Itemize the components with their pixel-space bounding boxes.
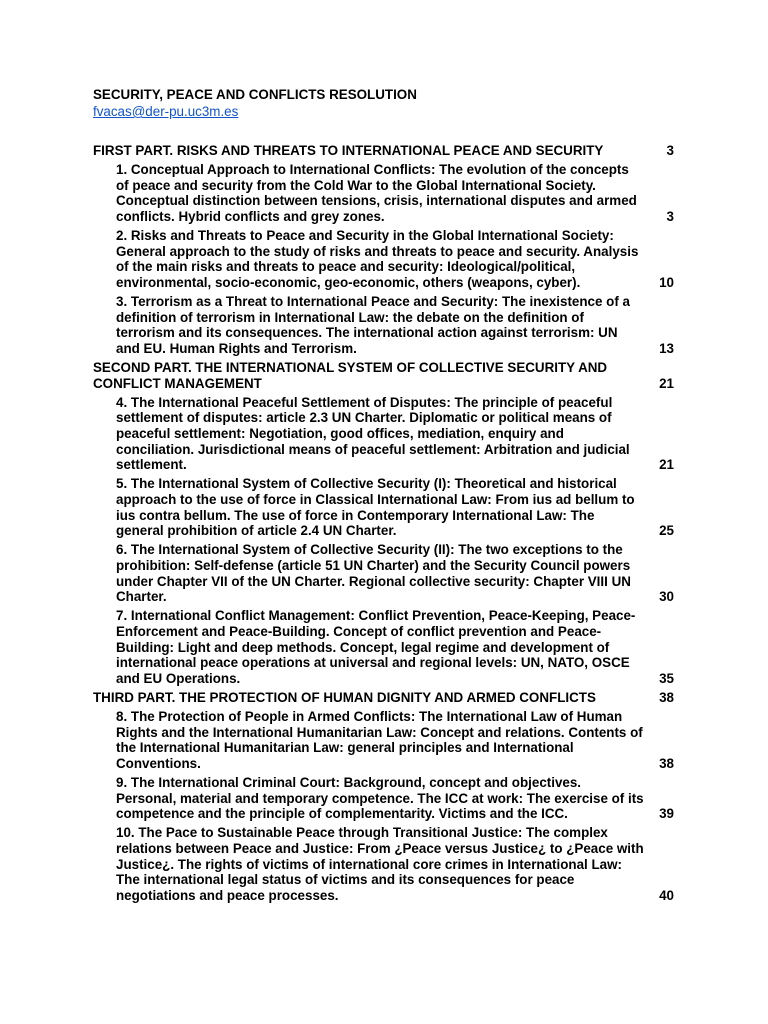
toc-page-number: 39 [659, 806, 674, 822]
toc-chapter-text: 2. Risks and Threats to Peace and Security in the Global International Society: General approach to the study of risks and threats to peace and security. Analysis of the main risks and threats to peace and security: Ideological/political, environmental, socio-economic, geo-economic, others (weapons, cyber). [116, 228, 639, 290]
toc-part-2[interactable] [93, 360, 674, 391]
toc-page-number: 40 [659, 887, 674, 903]
toc-chapter-2[interactable] [116, 228, 674, 290]
toc-part-title: SECOND PART. THE INTERNATIONAL SYSTEM OF COLLECTIVE SECURITY AND CONFLICT MANAGEMENT [93, 360, 608, 391]
toc-page-number: 10 [659, 274, 674, 290]
toc-page-number: 3 [666, 208, 674, 224]
toc-page-number: 3 [666, 143, 674, 158]
toc-chapter-text: 7. International Conflict Management: Conflict Prevention, Peace-Keeping, Peace-Enforcement and Peace-Building. Concept of conflict prevention and Peace-Building: Light and deep methods. Concept, legal regime and development of international peace operations at universal and regional levels: UN, NATO, OSCE and EU Operations. [116, 608, 636, 686]
toc-chapter-text: 5. The International System of Collective Security (I): Theoretical and historical approach to the use of force in Classical International Law: From ius ad bellum to ius contra bellum. The use of force in Contemporary International Law: The general prohibition of article 2.4 UN Charter. [116, 476, 635, 539]
toc-chapter-7[interactable] [116, 608, 674, 686]
toc-chapter-text: 4. The International Peaceful Settlement of Disputes: The principle of peaceful settlement of disputes: article 2.3 UN Charter. Diplomatic or political means of peaceful settlement: Negotiation, good offices, mediation, enquiry and conciliation. Jurisdictional means of peaceful settlement: Arbitration and judicial settlement. [116, 394, 630, 473]
toc-chapter-8[interactable] [116, 709, 674, 771]
toc-chapter-text: 9. The International Criminal Court: Background, concept and objectives. Personal, material and temporary competence. The ICC at work: The exercise of its competence and the principle of complementarity. Victims and the ICC. [116, 775, 644, 822]
toc-chapter-10[interactable] [116, 825, 674, 903]
toc-chapter-text: 6. The International System of Collective Security (II): The two exceptions to the prohibition: Self-defense (article 51 UN Charter) and the Security Council powers under Chapter VII of the UN Charter. Regional collective security: Chapter VIII UN Charter. [116, 542, 631, 605]
toc-page-number: 25 [659, 523, 674, 539]
toc-chapter-text: 8. The Protection of People in Armed Conflicts: The International Law of Human Rights and the International Humanitarian Law: Concept and relations. Contents of the International Humanitarian Law: general principles and International Conventions. [116, 709, 643, 771]
toc-chapter-5[interactable] [116, 476, 674, 538]
toc-chapter-text: 1. Conceptual Approach to International Conflicts: The evolution of the concepts of peace and security from the Cold War to the Global International Society. Conceptual distinction between tensions, crisis, international disputes and armed conflicts. Hybrid conflicts and grey zones. [116, 162, 637, 224]
toc-part-title: THIRD PART. THE PROTECTION OF HUMAN DIGNITY AND ARMED CONFLICTS [93, 689, 596, 705]
toc-chapter-text: 3. Terrorism as a Threat to International Peace and Security: The inexistence of a definition of terrorism in International Law: the debate on the definition of terrorism and its consequences. The international action against terrorism: UN and EU. Human Rights and Terrorism. [116, 294, 630, 356]
email-link[interactable]: fvacas@der-pu.uc3m.es [93, 104, 239, 119]
toc-chapter-6[interactable] [116, 542, 674, 604]
toc-page-number: 21 [659, 375, 674, 391]
toc-chapter-4[interactable] [116, 395, 674, 473]
toc-chapter-1[interactable] [116, 162, 674, 224]
toc-page-number: 30 [659, 589, 674, 605]
document-title: SECURITY, PEACE AND CONFLICTS RESOLUTION [93, 87, 417, 102]
toc-part-3[interactable] [93, 690, 674, 706]
toc-page-number: 21 [659, 457, 674, 473]
toc-part-title: FIRST PART. RISKS AND THREATS TO INTERNATIONAL PEACE AND SECURITY [93, 143, 604, 158]
toc-page-number: 35 [659, 670, 674, 686]
toc-chapter-text: 10. The Pace to Sustainable Peace through Transitional Justice: The complex relations between Peace and Justice: From ¿Peace versus Justice¿ to ¿Peace with Justice¿. The rights of victims of international core crimes in International Law: The international legal status of victims and its consequences for peace negotiations and peace processes. [116, 825, 644, 903]
toc-chapter-9[interactable] [116, 775, 674, 822]
table-of-contents [93, 143, 674, 903]
toc-page-number: 38 [659, 755, 674, 771]
toc-page-number: 38 [659, 689, 674, 705]
toc-chapter-3[interactable] [116, 294, 674, 356]
toc-page-number: 13 [659, 340, 674, 356]
toc-part-1[interactable] [93, 143, 674, 159]
